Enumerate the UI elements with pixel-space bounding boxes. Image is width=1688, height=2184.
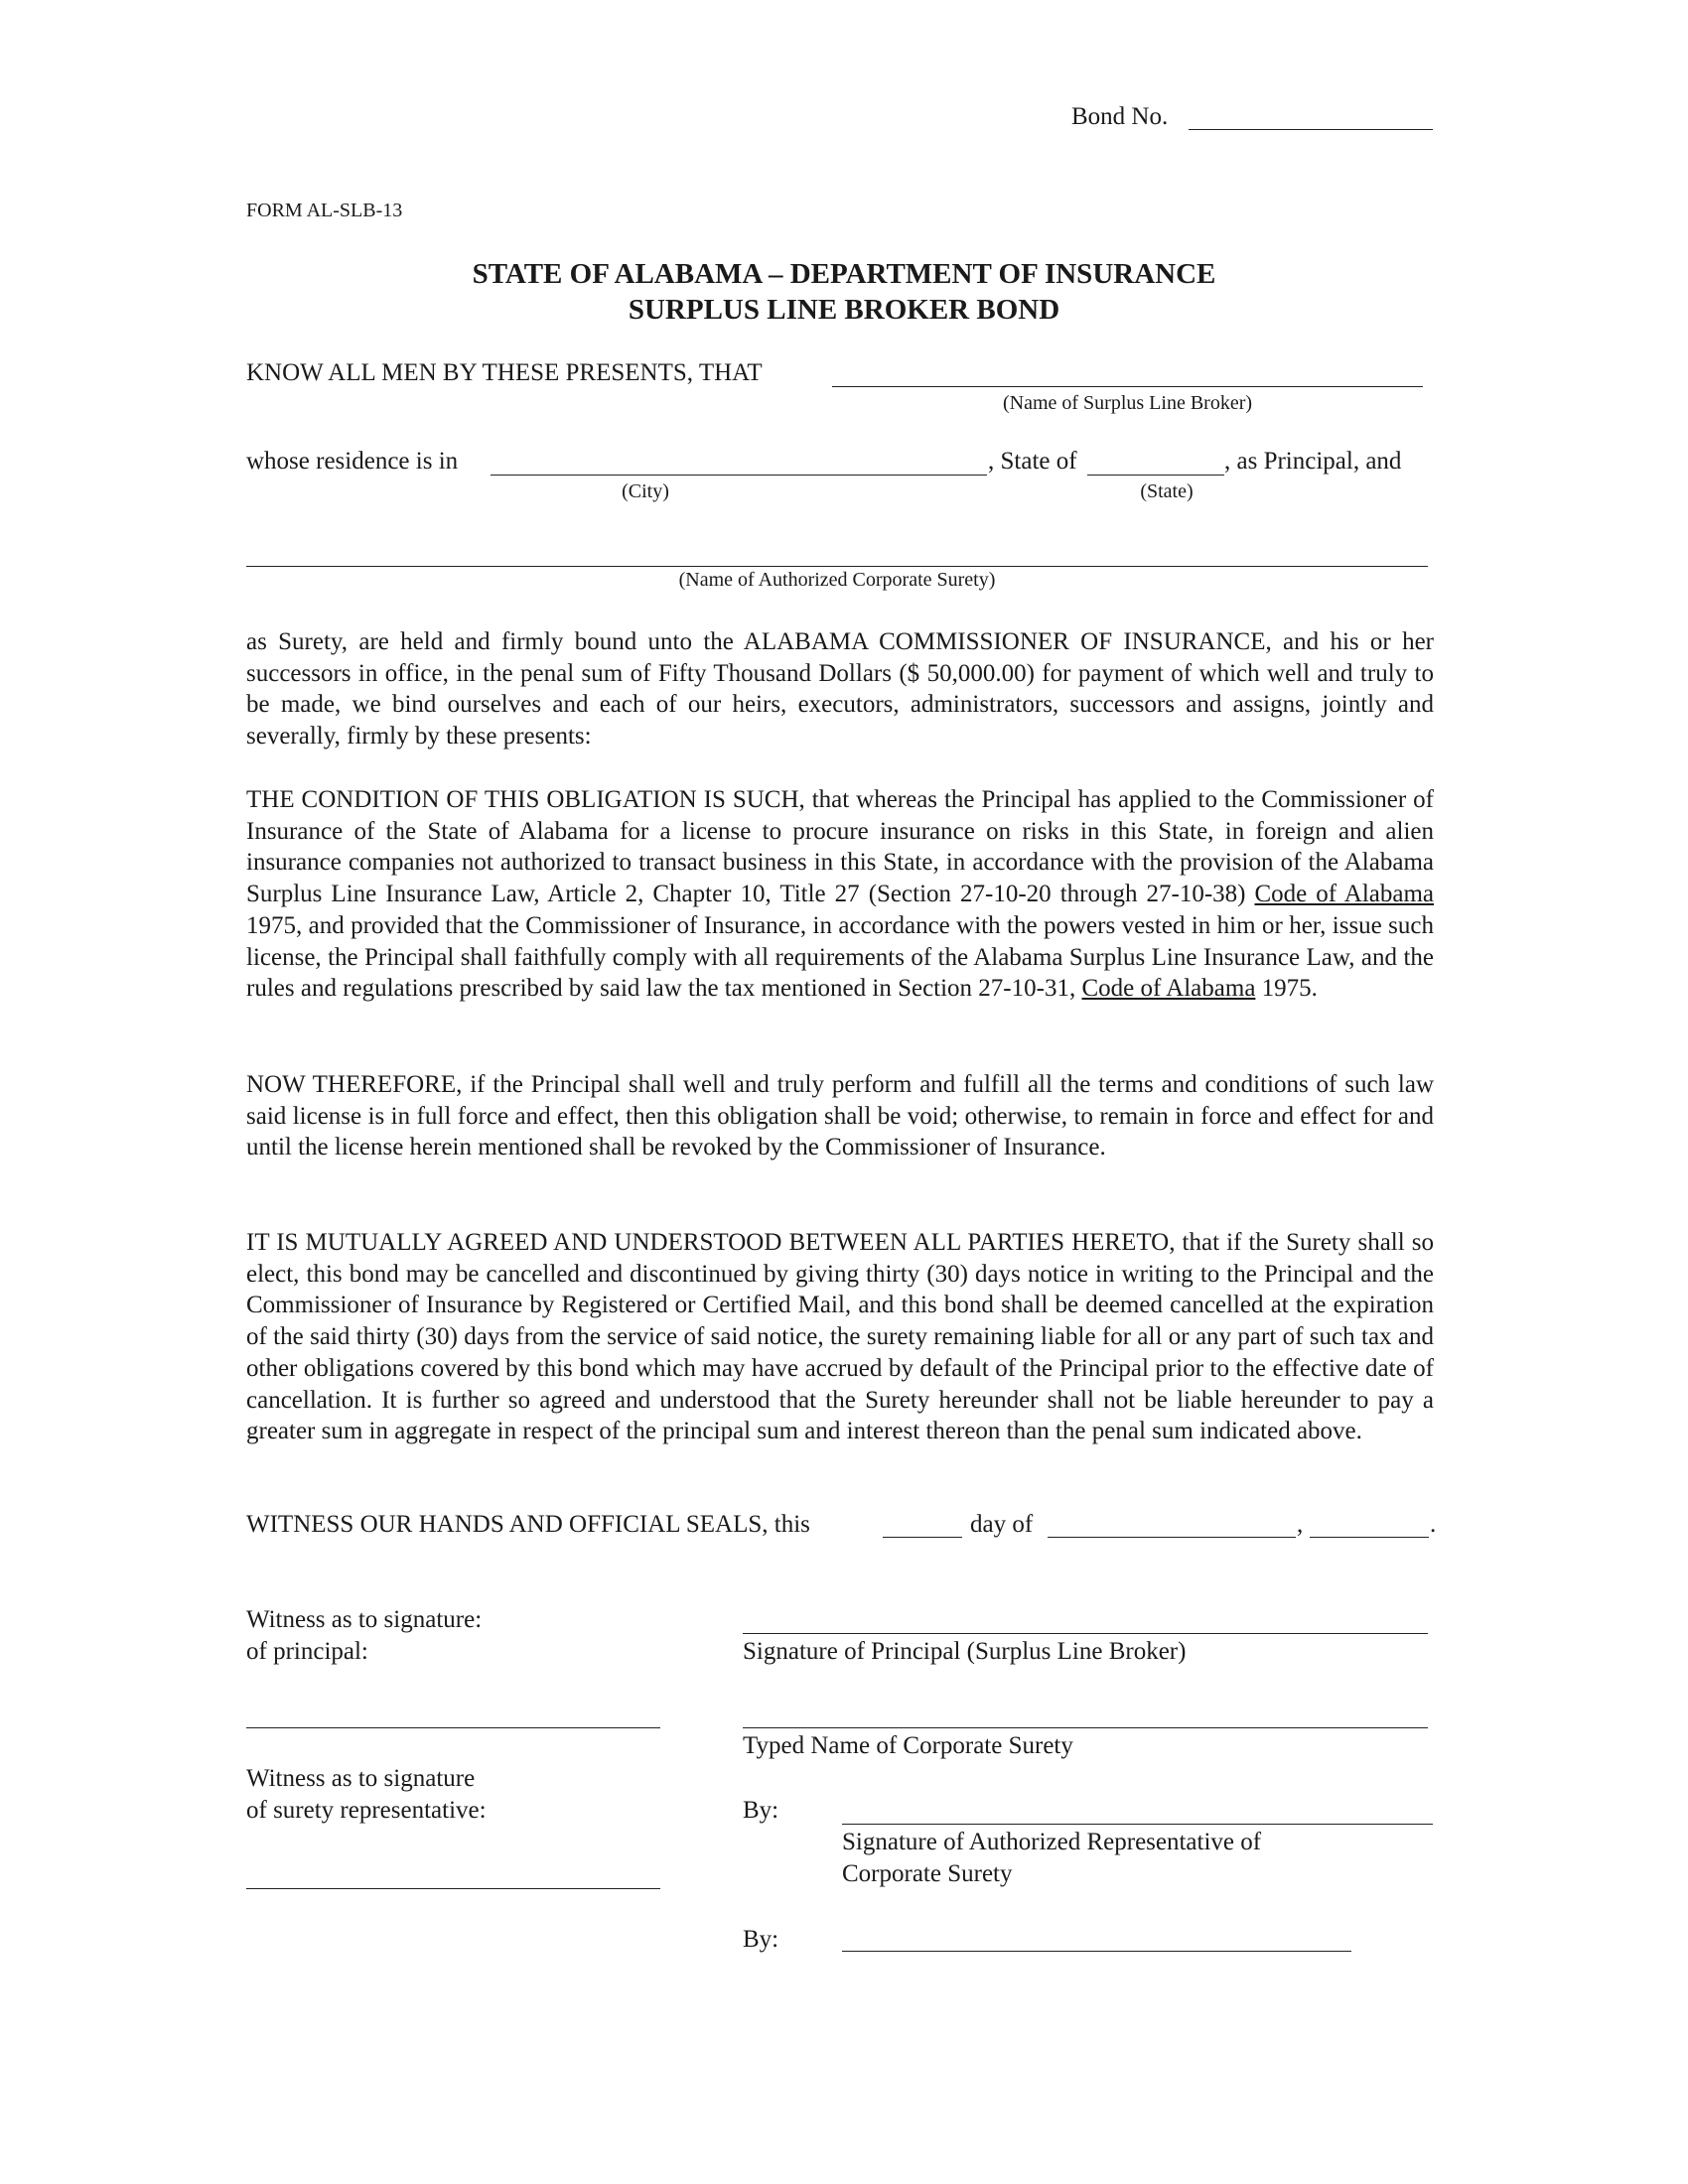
witness-surety-label-2: of surety representative: bbox=[246, 1797, 487, 1824]
surety-paragraph: as Surety, are held and firmly bound unto the ALABAMA COMMISSIONER OF INSURANCE, and his or her successors in office, in the penal sum of Fifty Thousand Dollars ($ 50,000.00) for payment of which well and truly to be made, we bind ourselves and each of our heirs, executors, administrators, successors and assigns, jointly and severally, firmly by these presents: bbox=[246, 628, 1434, 751]
witness-comma: , bbox=[1297, 1511, 1304, 1538]
day-of-text: day of bbox=[970, 1511, 1034, 1538]
as-principal-text: , as Principal, and bbox=[1224, 448, 1402, 475]
bond-no-field[interactable] bbox=[1189, 129, 1433, 130]
surety-name-caption: (Name of Authorized Corporate Surety) bbox=[678, 569, 996, 591]
witness-principal-label-1: Witness as to signature: bbox=[246, 1606, 483, 1633]
surety-rep-caption-1: Signature of Authorized Representative of bbox=[842, 1829, 1262, 1855]
principal-signature-caption: Signature of Principal (Surplus Line Broker) bbox=[743, 1638, 1187, 1665]
broker-name-caption: (Name of Surplus Line Broker) bbox=[1002, 392, 1253, 414]
state-caption: (State) bbox=[1140, 480, 1194, 502]
mutual-agreement-paragraph: IT IS MUTUALLY AGREED AND UNDERSTOOD BETWEEN ALL PARTIES HERETO, that if the Surety shall so elect, this bond may be cancelled and discontinued by giving thirty (30) days notice in writing to the Principal and the Commissioner of Insurance by Registered or Certified Mail, and this bond shall be deemed cancelled at the expiration of the said thirty (30) days from the service of said notice, the surety remaining liable for all or any part of such tax and other obligations covered by this bond which may have accrued by default of the Principal prior to the effective date of cancellation. It is further so agreed and understood that the Surety hereunder shall not be liable hereunder to pay a greater sum in aggregate in respect of the principal sum and interest thereon than the penal sum indicated above. bbox=[246, 1229, 1434, 1445]
page-title: STATE OF ALABAMA – DEPARTMENT OF INSURANCE bbox=[472, 258, 1216, 290]
code-of-alabama-ref-2: Code of Alabama bbox=[1081, 975, 1256, 1003]
city-caption: (City) bbox=[622, 480, 669, 502]
residence-prefix: whose residence is in bbox=[246, 448, 459, 475]
surety-typed-name-field[interactable] bbox=[743, 1727, 1428, 1728]
page-subtitle: SURPLUS LINE BROKER BOND bbox=[628, 294, 1060, 326]
witness-prefix: WITNESS OUR HANDS AND OFFICIAL SEALS, this bbox=[246, 1511, 810, 1538]
surety-rep-caption-2: Corporate Surety bbox=[842, 1860, 1013, 1887]
witness-principal-signature-field[interactable] bbox=[246, 1727, 660, 1728]
witness-period: . bbox=[1430, 1511, 1437, 1538]
second-by-signature-field[interactable] bbox=[842, 1951, 1351, 1952]
state-of-text: , State of bbox=[988, 448, 1077, 475]
surety-rep-signature-field[interactable] bbox=[842, 1824, 1433, 1825]
principal-signature-field[interactable] bbox=[743, 1633, 1428, 1634]
condition-text-a: THE CONDITION OF THIS OBLIGATION IS SUCH, that whereas the Principal has applied to the Commissioner of Insurance of the State of Alabama for a license to procure insurance on risks in this State, in foreign and alien insurance companies not authorized to transact business in this State, in accordance with the provision of the Alabama Surplus Line Insurance Law, Article 2, Chapter 10, Title 27 (Section 27-10-20 through 27-10-38) bbox=[246, 786, 1434, 908]
condition-paragraph bbox=[246, 784, 1434, 1005]
witness-principal-label-2: of principal: bbox=[246, 1638, 368, 1665]
condition-text-c: 1975. bbox=[1255, 975, 1318, 1003]
city-field[interactable] bbox=[491, 475, 987, 476]
form-id: FORM AL-SLB-13 bbox=[246, 200, 403, 221]
surety-name-field[interactable] bbox=[246, 566, 1428, 567]
broker-name-field[interactable] bbox=[832, 386, 1423, 387]
day-field[interactable] bbox=[883, 1537, 962, 1538]
by-label-1: By: bbox=[743, 1797, 779, 1824]
know-all-text: KNOW ALL MEN BY THESE PRESENTS, THAT bbox=[246, 359, 763, 386]
now-therefore-paragraph: NOW THEREFORE, if the Principal shall well and truly perform and fulfill all the terms and conditions of such law said license is in full force and effect, then this obligation shall be void; otherwise, to remain in force and effect for and until the license herein mentioned shall be revoked by the Commissioner of Insurance. bbox=[246, 1071, 1434, 1161]
witness-surety-label-1: Witness as to signature bbox=[246, 1765, 476, 1792]
condition-text-b: 1975, and provided that the Commissioner of Insurance, in accordance with the powers vested in him or her, issue such license, the Principal shall faithfully comply with all requirements of the Alabama Surplus Line Insurance Law, and the rules and regulations prescribed by said law the tax mentioned in Section 27-10-31, bbox=[246, 911, 1434, 1003]
bond-no-label: Bond No. bbox=[1071, 103, 1169, 130]
witness-surety-signature-field[interactable] bbox=[246, 1888, 660, 1889]
state-field[interactable] bbox=[1087, 475, 1224, 476]
by-label-2: By: bbox=[743, 1926, 779, 1953]
year-field[interactable] bbox=[1310, 1537, 1429, 1538]
code-of-alabama-ref-1: Code of Alabama bbox=[1254, 881, 1434, 908]
month-field[interactable] bbox=[1048, 1537, 1296, 1538]
surety-typed-name-caption: Typed Name of Corporate Surety bbox=[743, 1732, 1073, 1759]
